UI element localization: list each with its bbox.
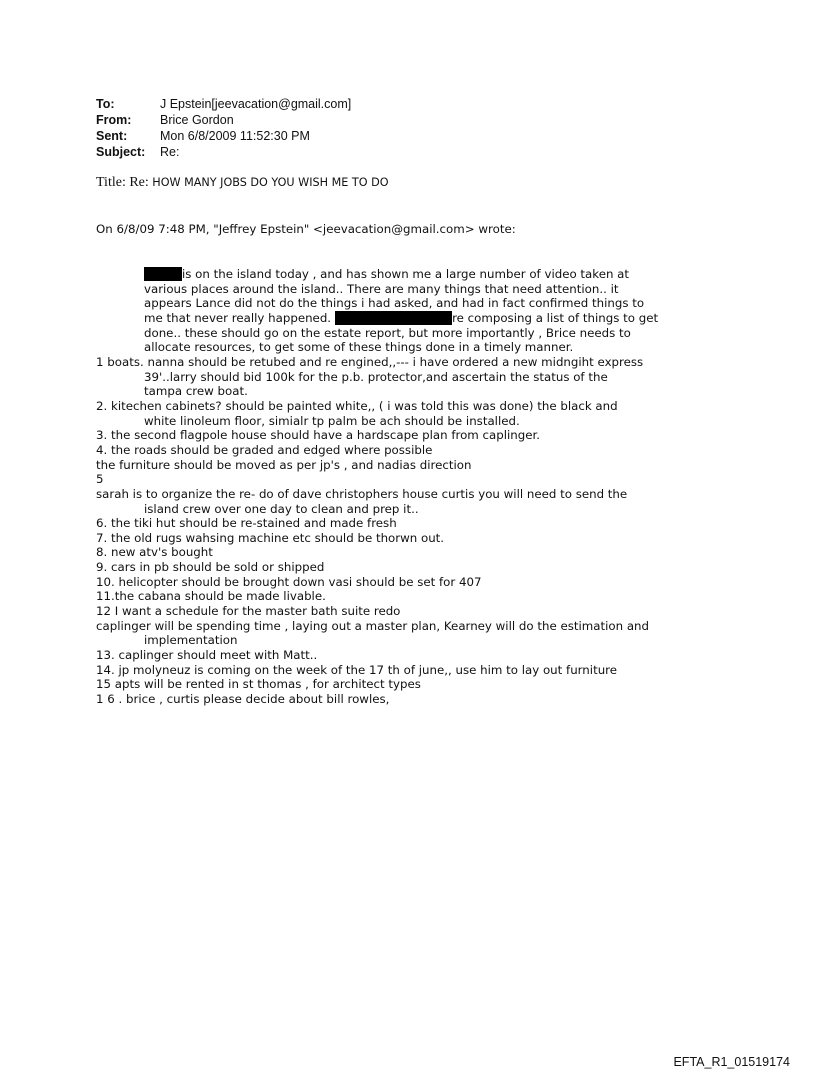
subject-row (96, 144, 351, 160)
title-text: HOW MANY JOBS DO YOU WISH ME TO DO (152, 176, 389, 189)
sent-row (96, 128, 351, 144)
list-item-8: 8. new atv's bought (96, 545, 213, 560)
list-item-4-note: the furniture should be moved as per jp's , and nadias direction (96, 457, 472, 472)
body-line: allocate resources, to get some of these things done in a timely manner. (144, 340, 574, 355)
list-item-12-note: caplinger will be spending time , laying out a master plan, Kearney will do the estimation and implementation (96, 618, 650, 648)
quote-intro: On 6/8/09 7:48 PM, "Jeffrey Epstein" <jeevacation@gmail.com> wrote: (96, 222, 516, 236)
list-item-16: 1 6 . brice , curtis please decide about bill rowles, (96, 692, 390, 707)
list-item-9: 9. cars in pb should be sold or shipped (96, 560, 325, 575)
body-line: done.. these should go on the estate report, but more importantly , Brice needs to (144, 325, 631, 340)
list-item-4: 4. the roads should be graded and edged where possible (96, 442, 433, 457)
from-value: Brice Gordon (160, 113, 234, 127)
sent-value: Mon 6/8/2009 11:52:30 PM (160, 129, 310, 143)
list-item-6: 6. the tiki hut should be re-stained and made fresh (96, 516, 397, 531)
body-text: is on the island today , and has shown me a large number of video taken at (182, 267, 630, 281)
sent-label: Sent: (96, 129, 128, 143)
list-item-15: 15 apts will be rented in st thomas , for architect types (96, 677, 421, 692)
title-prefix: Title: Re: (96, 175, 149, 190)
list-item-7: 7. the old rugs wahsing machine etc should be thorwn out. (96, 530, 445, 545)
body-line (144, 311, 696, 326)
list-item-10: 10. helicopter should be brought down vasi should be set for 407 (96, 574, 482, 589)
to-label: To: (96, 97, 115, 111)
subject-label: Subject: (96, 145, 146, 159)
body-line: various places around the island.. There are many things that need attention.. it (144, 281, 619, 296)
list-item-14: 14. jp molyneuz is coming on the week of the 17 th of june,, use him to lay out furniture (96, 662, 618, 677)
list-item-12: 12 I want a schedule for the master bath suite redo (96, 604, 401, 619)
message-title (96, 175, 389, 191)
redaction-block (144, 267, 182, 281)
list-item-5-note: sarah is to organize the re- do of dave christophers house curtis you will need to send the island crew over one day to clean and prep it.. (96, 486, 628, 516)
intro-paragraph (96, 267, 696, 355)
from-label: From: (96, 113, 132, 127)
to-row (96, 96, 351, 112)
subject-value: Re: (160, 145, 180, 159)
body-text: re composing a list of things to get (452, 310, 659, 325)
email-header (96, 96, 351, 160)
document-id: EFTA_R1_01519174 (673, 1055, 790, 1069)
list-item-3: 3. the second flagpole house should have a hardscape plan from caplinger. (96, 428, 541, 443)
list-item-2: 2. kitechen cabinets? should be painted white,, ( i was told this was done) the black and white linoleum floor, simialr tp palm be ach should be installed. (96, 398, 618, 428)
list-item-13: 13. caplinger should meet with Matt.. (96, 648, 318, 663)
body-line (144, 267, 696, 282)
from-row (96, 112, 351, 128)
redaction-block (335, 311, 452, 325)
list-item-5: 5 (96, 472, 104, 487)
body-text: me that never really happened. (144, 310, 332, 325)
list-item-11: 11.the cabana should be made livable. (96, 589, 326, 604)
message-body (96, 267, 696, 707)
list-item-1: 1 boats. nanna should be retubed and re engined,,--- i have ordered a new midngiht express 39'..larry should bid 100k for the p.b. protector,and ascertain the status of the tampa crew boat. (96, 354, 644, 399)
body-line: appears Lance did not do the things i had asked, and had in fact confirmed things to (144, 296, 645, 311)
to-value: J Epstein[jeevacation@gmail.com] (160, 97, 352, 111)
